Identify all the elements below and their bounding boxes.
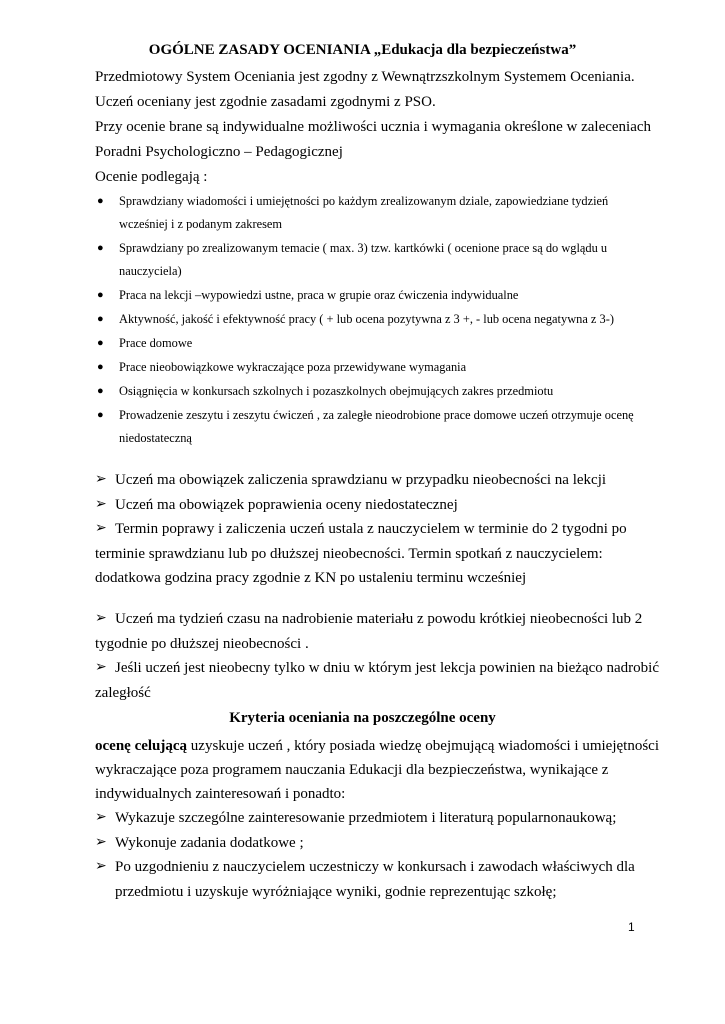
arrow-item-text: dodatkowa godzina pracy zgodnie z KN po ustaleniu terminu wcześniej	[95, 570, 527, 586]
celujaca-line-1: uzyskuje uczeń , który posiada wiedzę obejmującą wiadomości i umiejętności	[187, 738, 659, 754]
bullet-text: Praca na lekcji –wypowiedzi ustne, praca w grupie oraz ćwiczenia indywidualne	[119, 288, 519, 302]
arrow-item	[95, 468, 675, 493]
intro-line-3: Przy ocenie brane są indywidualne możliwości ucznia i wymagania określone w zaleceniach	[95, 119, 652, 135]
arrow-item	[95, 517, 675, 591]
arrow-item-text: Uczeń ma tydzień czasu na nadrobienie materiału z powodu krótkiej nieobecności lub 2	[115, 611, 643, 627]
bullet-item	[95, 332, 675, 355]
intro-line-2: Uczeń oceniany jest zgodnie zasadami zgodnymi z PSO.	[95, 94, 436, 110]
arrow-item-text: przedmiotu i uzyskuje wyróżniające wyniki, godnie reprezentując szkołę;	[115, 883, 557, 900]
disc-bullet-icon: ●	[97, 195, 104, 207]
bullet-text: Prowadzenie zeszytu i zeszytu ćwiczeń , za zaległe nieodrobione prace domowe uczeń otrzymuje ocenę	[119, 408, 634, 422]
intro-line-5: Ocenie podlegają :	[95, 169, 208, 185]
arrow-item	[95, 831, 675, 856]
arrow-item-text: Uczeń ma obowiązek zaliczenia sprawdzianu w przypadku nieobecności na lekcji	[115, 472, 607, 488]
arrow-item-text: Jeśli uczeń jest nieobecny tylko w dniu w którym jest lekcja powinien na bieżąco nadrobić	[115, 660, 660, 676]
bullet-item	[95, 356, 675, 379]
arrowhead-bullet-icon: ➢	[95, 660, 107, 675]
arrowhead-bullet-icon: ➢	[95, 472, 107, 487]
disc-bullet-icon: ●	[97, 289, 104, 301]
bullet-text: niedostateczną	[119, 431, 192, 445]
arrowhead-bullet-icon: ➢	[95, 496, 107, 512]
bullet-text: Prace domowe	[119, 336, 193, 350]
intro-line-1: Przedmiotowy System Oceniania jest zgodny z Wewnątrzszkolnym Systemem Oceniania.	[95, 69, 635, 85]
bullet-item	[95, 404, 675, 450]
rules-list-2	[95, 607, 675, 705]
disc-bullet-icon: ●	[97, 385, 104, 397]
rules-list-1	[95, 468, 675, 591]
disc-bullet-icon: ●	[97, 409, 104, 421]
intro-line-4: Poradni Psychologiczno – Pedagogicznej	[95, 144, 343, 160]
grade-name: ocenę celującą	[95, 738, 188, 754]
celujaca-line-3: indywidualnych zainteresowań i ponadto:	[95, 786, 346, 802]
arrow-item-text: Termin poprawy i zaliczenia uczeń ustala z nauczycielem w terminie do 2 tygodni po	[115, 521, 627, 537]
arrowhead-bullet-icon: ➢	[95, 859, 107, 874]
arrow-item-text: tygodnie po dłuższej nieobecności .	[95, 635, 309, 652]
disc-bullet-icon: ●	[97, 337, 104, 349]
arrow-item-text: Wykazuje szczególne zainteresowanie przedmiotem i literaturą popularnonaukową;	[115, 810, 617, 826]
arrowhead-bullet-icon: ➢	[95, 611, 107, 626]
arrow-item-text: Wykonuje zadania dodatkowe ;	[115, 834, 304, 851]
bullet-item	[95, 308, 675, 331]
arrow-item	[95, 806, 675, 831]
arrow-item-text: Po uzgodnieniu z nauczycielem uczestniczy w konkursach i zawodach właściwych dla	[115, 859, 635, 875]
criteria-heading: Kryteria oceniania na poszczególne oceny	[229, 710, 496, 726]
celujaca-items	[95, 806, 675, 904]
disc-bullet-icon: ●	[97, 313, 104, 325]
celujaca-paragraph	[95, 734, 675, 904]
bullet-text: wcześniej i z podanym zakresem	[119, 217, 283, 231]
bullet-item	[95, 284, 675, 307]
bullet-text: Sprawdziany wiadomości i umiejętności po każdym zrealizowanym dziale, zapowiedziane tydzień	[119, 194, 609, 208]
assessment-bullet-list	[95, 190, 675, 451]
bullet-text: Osiągnięcia w konkursach szkolnych i pozaszkolnych obejmujących zakres przedmiotu	[119, 384, 554, 398]
arrowhead-bullet-icon: ➢	[95, 834, 107, 850]
arrow-item-text: zaległość	[95, 684, 151, 701]
bullet-text: Aktywność, jakość i efektywność pracy ( + lub ocena pozytywna z 3 +, - lub ocena negatywna z 3-)	[119, 312, 614, 326]
disc-bullet-icon: ●	[97, 242, 104, 254]
arrow-item	[95, 656, 675, 705]
arrow-item	[95, 607, 675, 656]
bullet-text: Prace nieobowiązkowe wykraczające poza przewidywane wymagania	[119, 360, 467, 374]
bullet-item	[95, 237, 675, 283]
bullet-item	[95, 190, 675, 236]
arrow-item-text: terminie sprawdzianu lub po dłuższej nieobecności. Termin spotkań z nauczycielem:	[95, 545, 603, 562]
disc-bullet-icon: ●	[97, 361, 104, 373]
arrowhead-bullet-icon: ➢	[95, 521, 107, 536]
bullet-item	[95, 380, 675, 403]
celujaca-line-2: wykraczające poza programem nauczania Edukacji dla bezpieczeństwa, wynikające z	[95, 762, 609, 778]
page-number: 1	[628, 920, 635, 934]
document-title: OGÓLNE ZASADY OCENIANIA „Edukacja dla bezpieczeństwa”	[148, 42, 577, 58]
arrow-item-text: Uczeń ma obowiązek poprawienia oceny niedostatecznej	[115, 496, 458, 513]
bullet-text: Sprawdziany po zrealizowanym temacie ( max. 3) tzw. kartkówki ( ocenione prace są do wglądu u	[119, 241, 608, 255]
bullet-text: nauczyciela)	[119, 264, 182, 278]
arrow-item	[95, 493, 675, 518]
arrowhead-bullet-icon: ➢	[95, 810, 107, 825]
arrow-item	[95, 855, 675, 904]
